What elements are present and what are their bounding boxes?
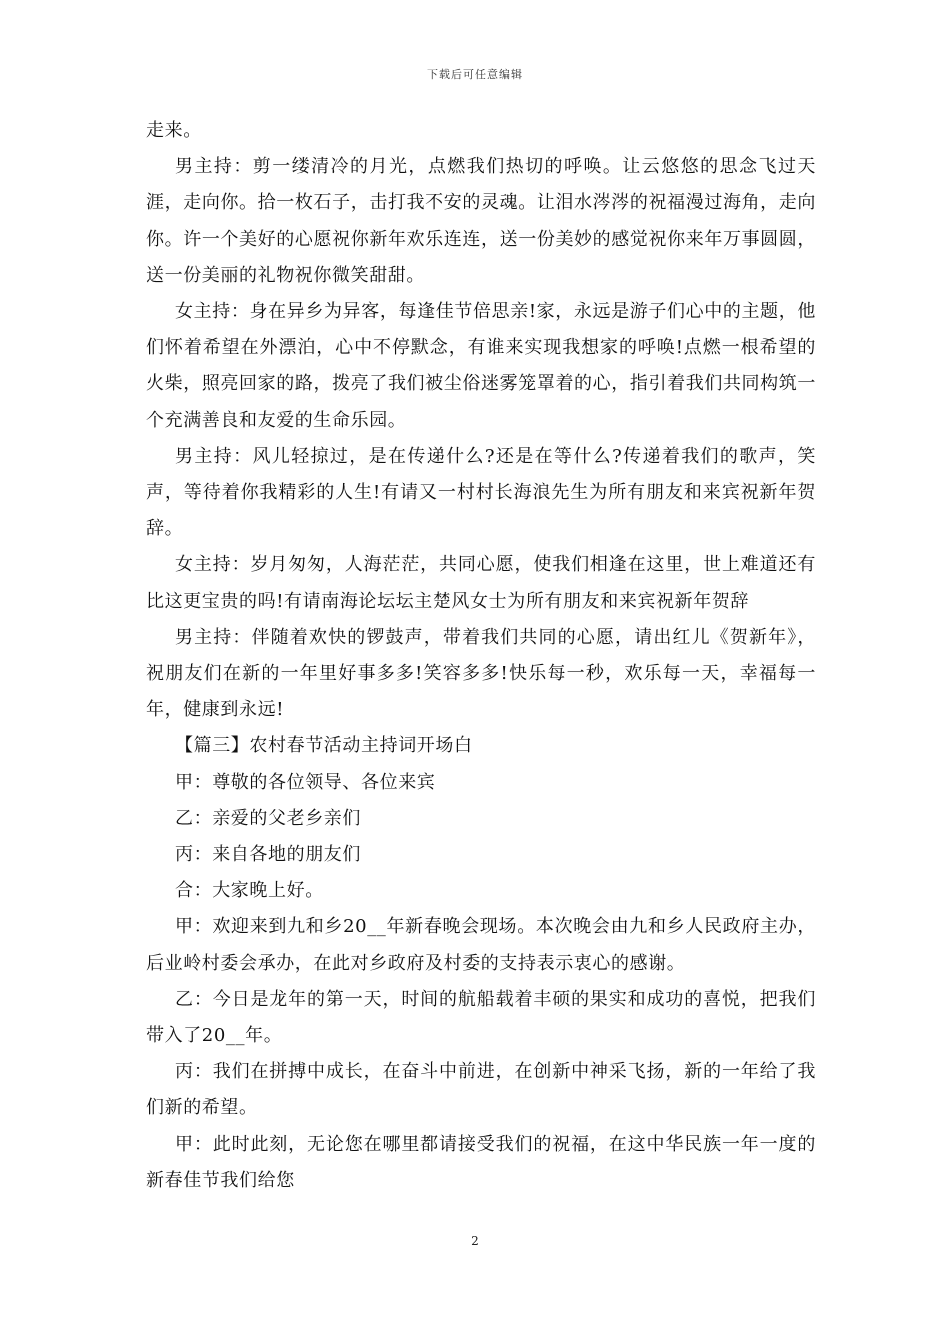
paragraph-female-host-1: 女主持：身在异乡为异客，每逢佳节倍思亲!家，永远是游子们心中的主题，他们怀着希望在外漂泊，心中不停默念，有谁来实现我想家的呼唤!点燃一根希望的火柴，照亮回家的路，拨亮了我们被尘俗迷雾笼罩着的心，指引着我们共同构筑一个充满善良和友爱的生命乐园。: [146, 301, 816, 431]
paragraph-yi-1: 乙：亲爱的父老乡亲们: [175, 807, 361, 829]
paragraph-bing-1: 丙：来自各地的朋友们: [175, 844, 361, 866]
paragraph-yi-2: 乙：今日是龙年的第一天，时间的航船载着丰硕的果实和成功的喜悦，把我们带入了20__年。: [146, 988, 816, 1047]
paragraph-male-host-1: 男主持：剪一缕清冷的月光，点燃我们热切的呼唤。让云悠悠的思念飞过天涯，走向你。拾一枚石子，击打我不安的灵魂。让泪水涔涔的祝福漫过海角，走向你。许一个美好的心愿祝你新年欢乐连连，送一份美妙的感觉祝你来年万事圆圆，送一份美丽的礼物祝你微笑甜甜。: [146, 156, 816, 286]
paragraph-continuation: 走来。: [146, 120, 202, 141]
paragraph-male-host-2: 男主持：风儿轻掠过，是在传递什么?还是在等什么?传递着我们的歌声，笑声，等待着你我精彩的人生!有请又一村村长海浪先生为所有朋友和来宾祝新年贺辞。: [146, 445, 816, 540]
paragraph-jia-3: 甲：此时此刻，无论您在哪里都请接受我们的祝福，在这中华民族一年一度的新春佳节我们给您: [146, 1133, 816, 1191]
paragraph-jia-2: 甲：欢迎来到九和乡20__年新春晚会现场。本次晚会由九和乡人民政府主办，后业岭村委会承办，在此对乡政府及村委的支持表示衷心的感谢。: [146, 916, 816, 974]
paragraph-he-1: 合：大家晚上好。: [175, 880, 324, 902]
document-body: [146, 113, 816, 1199]
page-number: 2: [471, 1234, 479, 1248]
paragraph-jia-1: 甲：尊敬的各位领导、各位来宾: [175, 771, 436, 793]
paragraph-male-host-3: 男主持：伴随着欢快的锣鼓声，带着我们共同的心愿，请出红儿《贺新年》，祝朋友们在新的一年里好事多多!笑容多多!快乐每一秒，欢乐每一天，幸福每一年，健康到永远!: [146, 626, 816, 721]
paragraph-bing-2: 丙：我们在拼搏中成长，在奋斗中前进，在创新中神采飞扬，新的一年给了我们新的希望。: [146, 1061, 816, 1119]
paragraph-female-host-2: 女主持：岁月匆匆，人海茫茫，共同心愿，使我们相逢在这里，世上难道还有比这更宝贵的吗!有请南海论坛坛主楚风女士为所有朋友和来宾祝新年贺辞: [146, 554, 816, 612]
section-heading: 【篇三】农村春节活动主持词开场白: [175, 735, 473, 757]
page-header: 下载后可任意编辑: [427, 68, 523, 81]
